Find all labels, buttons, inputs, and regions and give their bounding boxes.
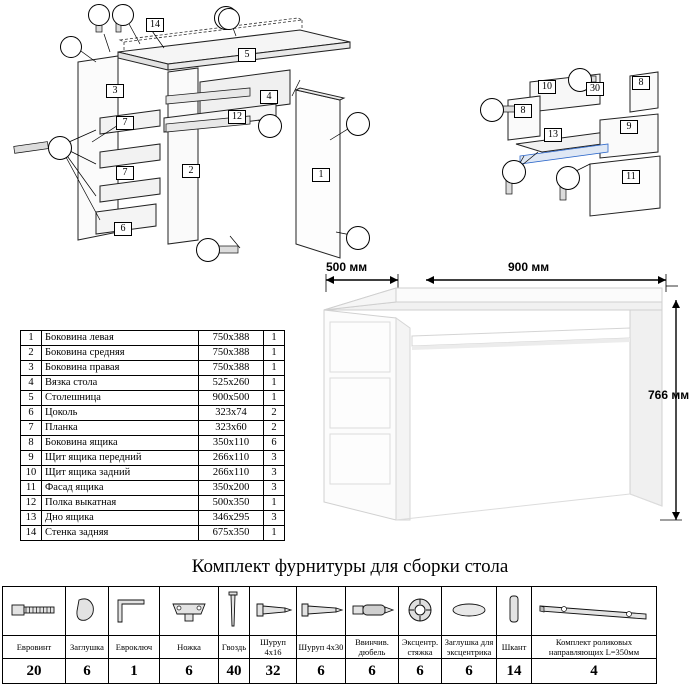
parts-cell-name: Стенка задняя <box>42 526 199 541</box>
parts-cell-qty: 1 <box>264 526 285 541</box>
parts-cell-qty: 1 <box>264 391 285 406</box>
parts-table-row <box>21 451 285 466</box>
nail-icon <box>219 587 250 636</box>
exploded-left-svg <box>0 0 400 270</box>
parts-table-row <box>21 526 285 541</box>
part-label-5: 5 <box>238 48 256 62</box>
parts-table-row <box>21 406 285 421</box>
part-label-10: 10 <box>538 80 556 94</box>
hardware-qty: 4 <box>532 659 657 684</box>
parts-cell-size: 346x295 <box>199 511 264 526</box>
hardware-name: Гвоздь <box>219 636 250 659</box>
hardware-name: Шкант <box>497 636 532 659</box>
parts-cell-num: 11 <box>21 481 42 496</box>
parts-cell-qty: 3 <box>264 466 285 481</box>
hardware-name: Заглушка <box>66 636 109 659</box>
parts-cell-name: Цоколь <box>42 406 199 421</box>
hardware-name: Евроключ <box>109 636 160 659</box>
parts-cell-num: 9 <box>21 451 42 466</box>
part-label-11: 11 <box>622 170 640 184</box>
parts-cell-qty: 1 <box>264 496 285 511</box>
hardware-name-row <box>3 636 657 659</box>
callout-top-mid-circle <box>112 4 134 26</box>
parts-cell-num: 8 <box>21 436 42 451</box>
parts-table-row <box>21 421 285 436</box>
part-label-2: 2 <box>182 164 200 178</box>
parts-table-row <box>21 436 285 451</box>
exploded-view-drawer <box>480 60 700 250</box>
parts-cell-size: 750x388 <box>199 361 264 376</box>
parts-cell-name: Планка <box>42 421 199 436</box>
cap-icon <box>66 587 109 636</box>
parts-cell-qty: 3 <box>264 481 285 496</box>
hardware-name: Заглушка для эксцентрика <box>442 636 497 659</box>
foot-icon <box>160 587 219 636</box>
callout-right-lower-circle <box>346 226 370 250</box>
parts-cell-num: 2 <box>21 346 42 361</box>
parts-cell-num: 6 <box>21 406 42 421</box>
hardware-icon-row <box>3 587 657 636</box>
parts-cell-name: Столешница <box>42 391 199 406</box>
parts-table-row <box>21 481 285 496</box>
parts-table-row <box>21 346 285 361</box>
part-label-14: 14 <box>146 18 164 32</box>
parts-cell-num: 4 <box>21 376 42 391</box>
callout-center-circle <box>258 114 282 138</box>
parts-cell-name: Боковина левая <box>42 331 199 346</box>
parts-cell-name: Дно ящика <box>42 511 199 526</box>
parts-cell-size: 266x110 <box>199 466 264 481</box>
part-label-8b: 8 <box>514 104 532 118</box>
parts-cell-name: Боковина правая <box>42 361 199 376</box>
part-label-3: 3 <box>106 84 124 98</box>
hardware-qty: 6 <box>346 659 399 684</box>
parts-table <box>20 330 285 541</box>
parts-cell-num: 13 <box>21 511 42 526</box>
hardware-qty: 6 <box>442 659 497 684</box>
parts-cell-qty: 2 <box>264 421 285 436</box>
parts-cell-size: 323x60 <box>199 421 264 436</box>
hardware-title: Комплект фурнитуры для сборки стола <box>191 556 509 577</box>
parts-cell-name: Щит ящика задний <box>42 466 199 481</box>
part-label-4: 4 <box>260 90 278 104</box>
part-label-9: 9 <box>620 120 638 134</box>
hardware-qty: 32 <box>250 659 297 684</box>
parts-cell-qty: 1 <box>264 361 285 376</box>
desk-svg <box>300 258 700 550</box>
callout-drawer-bottom-left-circle <box>502 160 526 184</box>
parts-cell-qty: 1 <box>264 346 285 361</box>
parts-cell-name: Щит ящика передний <box>42 451 199 466</box>
slide-rail-icon <box>532 587 657 636</box>
callout-bottom-circle <box>196 238 220 262</box>
parts-cell-qty: 6 <box>264 436 285 451</box>
part-label-8a: 8 <box>632 76 650 90</box>
parts-cell-qty: 3 <box>264 451 285 466</box>
exploded-view-left <box>0 0 400 270</box>
cam-cap-icon <box>442 587 497 636</box>
parts-cell-name: Полка выкатная <box>42 496 199 511</box>
hardware-qty: 6 <box>160 659 219 684</box>
dimension-depth: 500 мм <box>326 260 368 274</box>
parts-table-row <box>21 331 285 346</box>
screw-4x16-icon <box>250 587 297 636</box>
part-label-7b: 7 <box>116 166 134 180</box>
parts-cell-size: 350x200 <box>199 481 264 496</box>
parts-cell-size: 900x500 <box>199 391 264 406</box>
parts-cell-size: 675x350 <box>199 526 264 541</box>
parts-cell-num: 14 <box>21 526 42 541</box>
parts-cell-name: Фасад ящика <box>42 481 199 496</box>
callout-top-right-circle <box>218 8 240 30</box>
parts-cell-size: 350x110 <box>199 436 264 451</box>
desk-3d-view <box>300 258 700 550</box>
parts-cell-num: 1 <box>21 331 42 346</box>
screw-4x30-icon <box>297 587 346 636</box>
parts-cell-qty: 1 <box>264 376 285 391</box>
hardware-name: Комплект роликовых направляющих L=350мм <box>532 636 657 659</box>
euro-key-icon <box>109 587 160 636</box>
parts-cell-num: 10 <box>21 466 42 481</box>
dowel-pin-icon <box>497 587 532 636</box>
dimension-width: 900 мм <box>508 260 550 274</box>
hardware-qty: 20 <box>3 659 66 684</box>
part-label-6: 6 <box>114 222 132 236</box>
callout-left-mid-circle <box>48 136 72 160</box>
callout-right-upper-circle <box>346 112 370 136</box>
parts-cell-num: 7 <box>21 421 42 436</box>
parts-cell-num: 5 <box>21 391 42 406</box>
cam-lock-icon <box>399 587 442 636</box>
hardware-name: Ввинчив. дюбель <box>346 636 399 659</box>
hardware-name: Шуруп 4x30 <box>297 636 346 659</box>
part-label-12: 12 <box>228 110 246 124</box>
parts-cell-size: 500x350 <box>199 496 264 511</box>
callout-drawer-bottom-mid-circle <box>556 166 580 190</box>
parts-cell-num: 12 <box>21 496 42 511</box>
parts-cell-size: 525x260 <box>199 376 264 391</box>
hardware-name: Евровинт <box>3 636 66 659</box>
callout-drawer-left-circle <box>480 98 504 122</box>
parts-table-row <box>21 361 285 376</box>
parts-cell-size: 266x110 <box>199 451 264 466</box>
dimension-height: 766 мм <box>648 388 690 402</box>
parts-cell-num: 3 <box>21 361 42 376</box>
hardware-qty: 6 <box>399 659 442 684</box>
parts-cell-size: 750x388 <box>199 331 264 346</box>
parts-cell-name: Вязка стола <box>42 376 199 391</box>
part-label-13: 13 <box>544 128 562 142</box>
hardware-table <box>2 586 657 684</box>
hardware-name: Эксцентр. стяжка <box>399 636 442 659</box>
parts-cell-name: Боковина средняя <box>42 346 199 361</box>
parts-cell-name: Боковина ящика <box>42 436 199 451</box>
parts-table-row <box>21 391 285 406</box>
parts-table-row <box>21 466 285 481</box>
hardware-qty: 6 <box>297 659 346 684</box>
parts-cell-qty: 3 <box>264 511 285 526</box>
hardware-name: Шуруп 4x16 <box>250 636 297 659</box>
dowel-icon <box>346 587 399 636</box>
hardware-qty-row <box>3 659 657 684</box>
parts-table-row <box>21 511 285 526</box>
part-label-1: 1 <box>312 168 330 182</box>
euro-screw-icon <box>3 587 66 636</box>
parts-table-row <box>21 496 285 511</box>
hardware-qty: 1 <box>109 659 160 684</box>
hardware-qty: 6 <box>66 659 109 684</box>
parts-table-row <box>21 376 285 391</box>
parts-cell-size: 323x74 <box>199 406 264 421</box>
parts-cell-qty: 1 <box>264 331 285 346</box>
callout-top-left-circle <box>88 4 110 26</box>
part-label-30: 30 <box>586 82 604 96</box>
parts-cell-size: 750x388 <box>199 346 264 361</box>
part-label-7a: 7 <box>116 116 134 130</box>
callout-left-upper-circle <box>60 36 82 58</box>
hardware-name: Ножка <box>160 636 219 659</box>
parts-cell-qty: 2 <box>264 406 285 421</box>
hardware-qty: 14 <box>497 659 532 684</box>
hardware-qty: 40 <box>219 659 250 684</box>
